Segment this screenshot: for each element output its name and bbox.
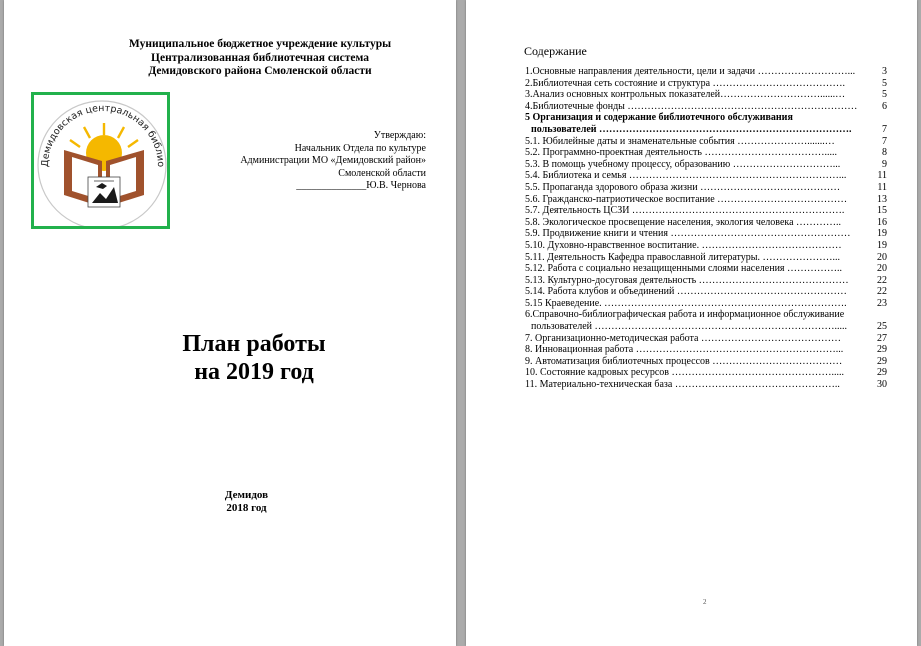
approve-signature: ______________Ю.В. Чернова [296, 180, 426, 192]
toc-entry-page: 7 [882, 123, 887, 135]
toc-entry-page: 22 [877, 286, 887, 298]
toc-entry[interactable] [525, 112, 887, 124]
title-line-1: План работы [182, 331, 326, 357]
toc-entry[interactable] [525, 136, 887, 148]
org-line-1: Муниципальное бюджетное учреждение культуры [128, 38, 392, 50]
toc-entry-text: 5.6. Гражданско-патриотическое воспитание ………………………………… [525, 193, 848, 205]
logo-arc-text: Демидовская центральная библио [39, 102, 167, 168]
toc-entry-text: 5.5. Пропаганда здорового образа жизни …………………………………… [525, 181, 841, 193]
toc-entry-page: 19 [877, 228, 887, 240]
toc-entry-text: 8. Инновационная работа ……………………………………………………... [525, 344, 844, 356]
toc-entry[interactable] [525, 286, 887, 298]
toc-entry[interactable] [525, 333, 887, 345]
toc-entry-page: 16 [877, 216, 887, 228]
toc-entry[interactable] [525, 170, 887, 182]
toc-entry[interactable] [525, 252, 887, 264]
toc-entry-text: 5.3. В помощь учебному процессу, образованию …………………………... [525, 158, 841, 170]
toc-entry-text: 5 Организация и содержание библиотечного обслуживания [525, 112, 793, 124]
toc-heading: Содержание [524, 44, 587, 58]
toc-entry[interactable] [525, 101, 887, 113]
contents-page [466, 0, 917, 646]
toc-entry[interactable] [525, 356, 887, 368]
toc-entry-page: 19 [877, 239, 887, 251]
toc-entry-text: 5.15 Краеведение. ………………………………………………………………. [525, 297, 847, 309]
approve-line-4: Смоленской области [338, 167, 426, 179]
toc-entry[interactable] [525, 147, 887, 159]
toc-entry[interactable] [525, 124, 887, 136]
toc-entry-page: 20 [877, 251, 887, 263]
toc-entry[interactable] [525, 367, 887, 379]
toc-entry[interactable] [525, 344, 887, 356]
city: Демидов [224, 489, 269, 501]
toc-entry-page: 23 [877, 297, 887, 309]
toc-entry-text: 1.Основные направления деятельности, цели и задачи ………………………... [525, 66, 856, 77]
toc-entry-page: 6 [882, 100, 887, 112]
toc-entry-page: 22 [877, 274, 887, 286]
toc-entry-page: 5 [882, 89, 887, 101]
toc-entry[interactable] [525, 263, 887, 275]
toc-entry-text: 5.11. Деятельность Кафедра православной литературы. …………………... [525, 251, 840, 263]
toc-entry-page: 20 [877, 263, 887, 275]
toc-entry-page: 9 [882, 158, 887, 170]
toc-entry-text: 5.8. Экологическое просвещение населения, экология человека ………….. [525, 216, 842, 228]
toc-entry-text: 5.9. Продвижение книги и чтения ……………………………………………… [525, 228, 851, 240]
toc-entry[interactable] [525, 89, 887, 101]
toc-entry-text: 3.Анализ основных контрольных показателей…………………………......… [525, 89, 846, 101]
toc-entry[interactable] [525, 66, 887, 78]
toc-entry[interactable] [525, 159, 887, 171]
toc-entry-text: пользователей …………………………………………………………………. [531, 123, 852, 135]
toc-entry-page: 3 [882, 66, 887, 77]
toc-entry[interactable] [525, 217, 887, 229]
toc-entry-text: 5.13. Культурно-досуговая деятельность ……………………………………… [525, 274, 849, 286]
year: 2018 год [226, 502, 267, 514]
toc-entry-page: 8 [882, 147, 887, 159]
toc-entry-text: 5.14. Работа клубов и объединений …………………………………………… [525, 286, 847, 298]
toc-entry-page: 29 [877, 344, 887, 356]
toc-entry-text: 2.Библиотечная сеть состояние и структура …………………………………. [525, 77, 846, 89]
toc-entry-text: 5.2. Программно-проектная деятельность ………………………………..... [525, 147, 837, 159]
toc-entry[interactable] [525, 275, 887, 287]
toc-entry-page: 30 [877, 379, 887, 391]
toc-entry[interactable] [525, 379, 887, 391]
toc-list [525, 66, 887, 391]
document-title [104, 330, 404, 386]
toc-entry[interactable] [525, 205, 887, 217]
library-emblem-icon [34, 95, 167, 226]
toc-entry[interactable] [525, 194, 887, 206]
toc-entry-page: 29 [877, 355, 887, 367]
toc-entry[interactable] [525, 321, 887, 333]
toc-entry[interactable] [525, 182, 887, 194]
toc-entry-text: 10. Состояние кадровых ресурсов …………………………………………..... [525, 367, 844, 379]
toc-entry-page: 7 [882, 135, 887, 147]
toc-entry-text: 5.10. Духовно-нравственное воспитание. …………………………………… [525, 239, 842, 251]
toc-entry-page: 29 [877, 367, 887, 379]
org-line-2: Централизованная библиотечная система [151, 51, 369, 64]
toc-entry-text: 5.1. Юбилейные даты и знаменательные события ………………….......… [525, 135, 835, 147]
toc-entry-text: пользователей ………………………………………………………………..... [531, 321, 848, 333]
page-number: 2 [703, 598, 707, 606]
toc-entry-page: 11 [877, 181, 887, 193]
approval-block [164, 130, 426, 193]
approve-line-3: Администрации МО «Демидовский район» [240, 155, 426, 167]
toc-entry[interactable] [525, 240, 887, 252]
toc-entry-page: 5 [882, 77, 887, 89]
organization-name [64, 38, 456, 79]
org-line-3: Демидовского района Смоленской области [148, 65, 372, 77]
toc-entry-page: 25 [877, 321, 887, 333]
toc-entry-page: 27 [877, 332, 887, 344]
library-logo [31, 92, 170, 229]
approve-line-2: Начальник Отдела по культуре [294, 142, 426, 154]
toc-entry[interactable] [525, 298, 887, 310]
toc-entry-page: 13 [877, 193, 887, 205]
toc-entry-text: 11. Материально-техническая база ………………………………………….. [525, 379, 840, 391]
toc-entry[interactable] [525, 309, 887, 321]
toc-entry[interactable] [525, 228, 887, 240]
toc-entry-text: 5.7. Деятельность ЦСЗИ ………………………………………………………. [525, 205, 845, 217]
approve-line-1: Утверждаю: [373, 130, 426, 141]
title-line-2: на 2019 год [194, 359, 314, 385]
toc-entry-text: 5.4. Библиотека и семья ………………………………………………………... [525, 170, 847, 182]
toc-entry-page: 11 [877, 170, 887, 182]
place-and-year [174, 489, 319, 515]
toc-entry-text: 9. Автоматизация библиотечных процессов ………………………………… [525, 355, 843, 367]
toc-entry-text: 7. Организационно-методическая работа …………………………………… [525, 332, 841, 344]
toc-entry-text: 4.Библиотечные фонды …………………………………………………………… [525, 100, 858, 112]
cover-page [4, 0, 456, 646]
toc-entry-page: 15 [877, 205, 887, 217]
toc-entry[interactable] [525, 78, 887, 90]
toc-entry-text: 5.12. Работа с социально незащищенными слоями населения …………….. [525, 263, 843, 275]
toc-entry-text: 6.Справочно-библиографическая работа и информационное обслуживание [525, 309, 845, 321]
